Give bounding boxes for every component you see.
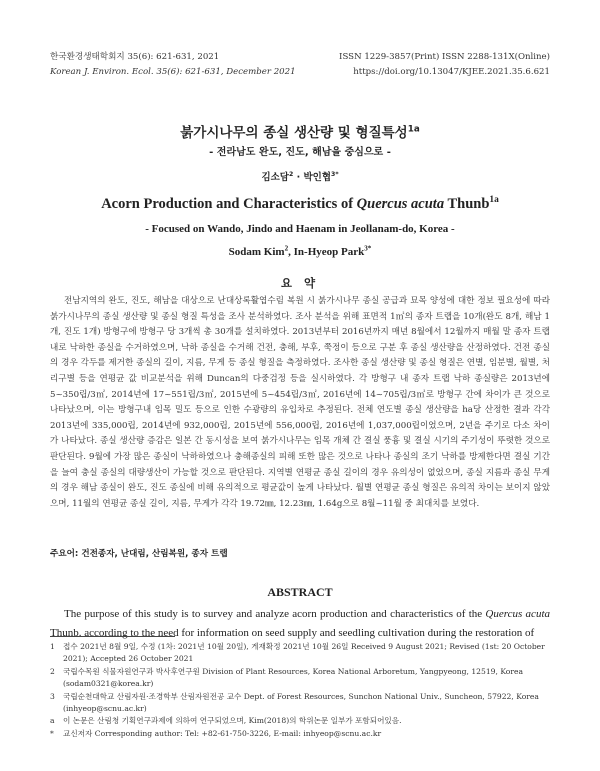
title-en-footnote-mark: 1a xyxy=(489,195,499,206)
author-1-ko-mark: 2 xyxy=(288,170,294,178)
abstract-en-suffix: Thunb. according to the need for information on seed supply and seedling cultivation during the restoration of xyxy=(50,627,535,639)
journal-name-en: Korean J. Environ. Ecol. 35(6): 621-631, December 2021 xyxy=(50,67,296,77)
abstract-english-heading: ABSTRACT xyxy=(267,585,333,599)
author-2-en: In-Hyeop Park xyxy=(293,246,365,258)
subtitle-english: - Focused on Wando, Jindo and Haenam in Jeollanam-do, Korea - xyxy=(145,223,455,235)
author-2-ko-mark: 3* xyxy=(331,170,339,178)
title-en-suffix: Thunb xyxy=(444,196,490,212)
title-korean xyxy=(40,121,560,141)
footnote-mark: 2 xyxy=(50,666,55,676)
abstract-en-prefix: The purpose of this study is to survey and analyze acorn production and characteristics of the xyxy=(64,608,486,620)
subtitle-korean: - 전라남도 완도, 진도, 해남을 중심으로 - xyxy=(209,147,391,158)
footnote xyxy=(50,728,550,740)
issn-doi-header xyxy=(339,50,550,80)
title-en-species: Quercus acuta xyxy=(356,196,445,212)
abstract-english xyxy=(50,605,550,643)
authors-english xyxy=(40,246,560,258)
author-sep-ko: · xyxy=(293,172,304,183)
author-sep-en: , xyxy=(288,246,294,258)
abstract-korean-text: 전남지역의 완도, 진도, 해남을 대상으로 난대상록활엽수림 복원 시 붉가시나무 종실 공급과 묘목 양성에 대한 정보 필요성에 따라 붉가시나무의 종실 생산량 및 종실 형질 특성을 조사 분석하였다. 조사 분석을 위해 표면적 1㎡의 종자 트랩을 10개(완도 8개, 해남 1개, 진도 1개) 방형구에 방형구 당 3개씩 총 30개를 설치하였다. 2013년부터 2016년까지 매년 8월에서 12월까지 매월 말 종자 트랩 내로 낙하한 종실을 수거하였으며, 낙하 종실을 수거해 건전, 충해, 부후, 쭉정이 등으로 구분 후 종실 생산량을 산정하였다. 건전 종실의 경우 각두를 제거한 종실의 길이, 지름, 무게 등 종실 형질을 측정하였다. 조사한 종실 생산량 및 종실 형질은 연별, 임분별, 월별, 처리구별 등을 연평균 값 비교분석을 위해 Duncan의 다중검정 등을 실시하였다. 각 방형구 내 종자 트랩 낙하 종실량은 2013년에 5~350립/3㎡, 2014년에 17~551립/3㎡, 2015년에 5~454립/3㎡, 2016년에 14~705립/3㎡로 방형구 간에 차이가 큰 것으로 나타났으며, 이는 방형구내 임목 밀도 등으로 인한 수광량의 유입차로 추정된다. 전체 연도별 종실 생산량을 ha당 산정한 결과 각각 2013년에 335,000립, 2014년에 932,000립, 2015년에 556,000립, 2016년에 1,037,000립이었으며, 2년을 주기로 다소 차이가 나타났다. 종실 생산량 증감은 일본 간 동시성을 보여 붉가시나무는 임목 개체 간 결실 풍흉 및 결실 시기의 주기성이 뚜렷한 것으로 판단된다. 9월에 가장 많은 종실이 낙하하였으나 충해종실의 피해 또한 많은 것으로 나타나 종실의 조기 낙하를 방제한다면 결실 기간을 늘여 충실 종실의 대량생산이 가능할 것으로 판단된다. 지역별 연평균 종실 길이의 경우 유의성이 없었으며, 종실 지름과 종실 무게의 경우 해남 종실이 완도, 진도 종실에 비해 유의적으로 평균값이 높게 나타났다. 월별 연평균 종실 형질은 유의적 차이는 보이지 않았으며, 11월의 연평균 종실 길이, 지름, 무게가 각각 19.72㎜, 12.23㎜, 1.64g으로 8월~11월 중 최대치를 보였다. xyxy=(50,296,550,509)
doi-link[interactable]: https://doi.org/10.13047/KJEE.2021.35.6.621 xyxy=(353,67,550,77)
journal-header xyxy=(50,50,296,80)
author-2-en-mark: 3* xyxy=(364,244,372,253)
footnote-divider xyxy=(50,636,175,637)
footnote-text: 국립순천대학교 산림자원·조경학부 산림자원전공 교수 Dept. of Forest Resources, Sunchon National Univ., Suncheon, 57922, Korea (inhyeop@scnu.ac.kr) xyxy=(63,691,539,714)
footnote-mark: 3 xyxy=(50,691,55,701)
footnote xyxy=(50,691,550,716)
footnote-text: 교신저자 Corresponding author: Tel: +82-61-750-3226, E-mail: inhyeop@scnu.ac.kr xyxy=(63,728,382,738)
footnote-mark: 1 xyxy=(50,642,55,651)
title-korean-text: 붉가시나무의 종실 생산량 및 형질특성 xyxy=(180,125,408,141)
author-1-en-mark: 2 xyxy=(284,244,289,253)
author-1-en: Sodam Kim xyxy=(228,246,285,258)
issn: ISSN 1229-3857(Print) ISSN 2288-131X(Online) xyxy=(339,52,550,62)
footnote xyxy=(50,641,550,666)
abstract-korean-heading: 요 약 xyxy=(280,276,320,290)
title-en-prefix: Acorn Production and Characteristics of xyxy=(101,196,357,212)
footnotes xyxy=(50,641,550,740)
journal-name-ko: 한국환경생태학회지 35(6): 621-631, 2021 xyxy=(50,52,220,62)
abstract-korean xyxy=(50,294,550,512)
title-english xyxy=(40,196,560,213)
footnote xyxy=(50,715,550,727)
abstract-en-species: Quercus acuta xyxy=(485,608,550,620)
author-2-ko: 박인협 xyxy=(303,172,332,183)
authors-korean xyxy=(40,169,560,183)
footnote-text: 접수 2021년 8월 9일, 수정 (1차: 2021년 10월 20일), 게재확정 2021년 10월 26일 Received 9 August 2021; Revised (1st: 20 October 2021); Accepted 26 October 2021 xyxy=(63,642,545,664)
abstract-english-text xyxy=(50,605,550,643)
author-1-ko: 김소담 xyxy=(261,172,289,183)
footnote-mark: a xyxy=(50,716,55,726)
footnote-text: 이 논문은 산림청 기획연구과제에 의하여 연구되었으며, Kim(2018)의 학위논문 일부가 포함되어있음. xyxy=(63,716,402,726)
footnote-text: 국립수목원 식물자원연구과 박사후연구원 Division of Plant Resources, Korea National Arboretum, Yangpyeong, 12519, Korea (sodam0321@korea.kr) xyxy=(63,666,524,689)
keywords: 주요어: 건전종자, 난대림, 산림복원, 종자 트랩 xyxy=(50,549,228,559)
footnote-mark: * xyxy=(50,728,54,738)
title-korean-footnote-mark: 1a xyxy=(407,124,420,135)
footnote xyxy=(50,666,550,691)
